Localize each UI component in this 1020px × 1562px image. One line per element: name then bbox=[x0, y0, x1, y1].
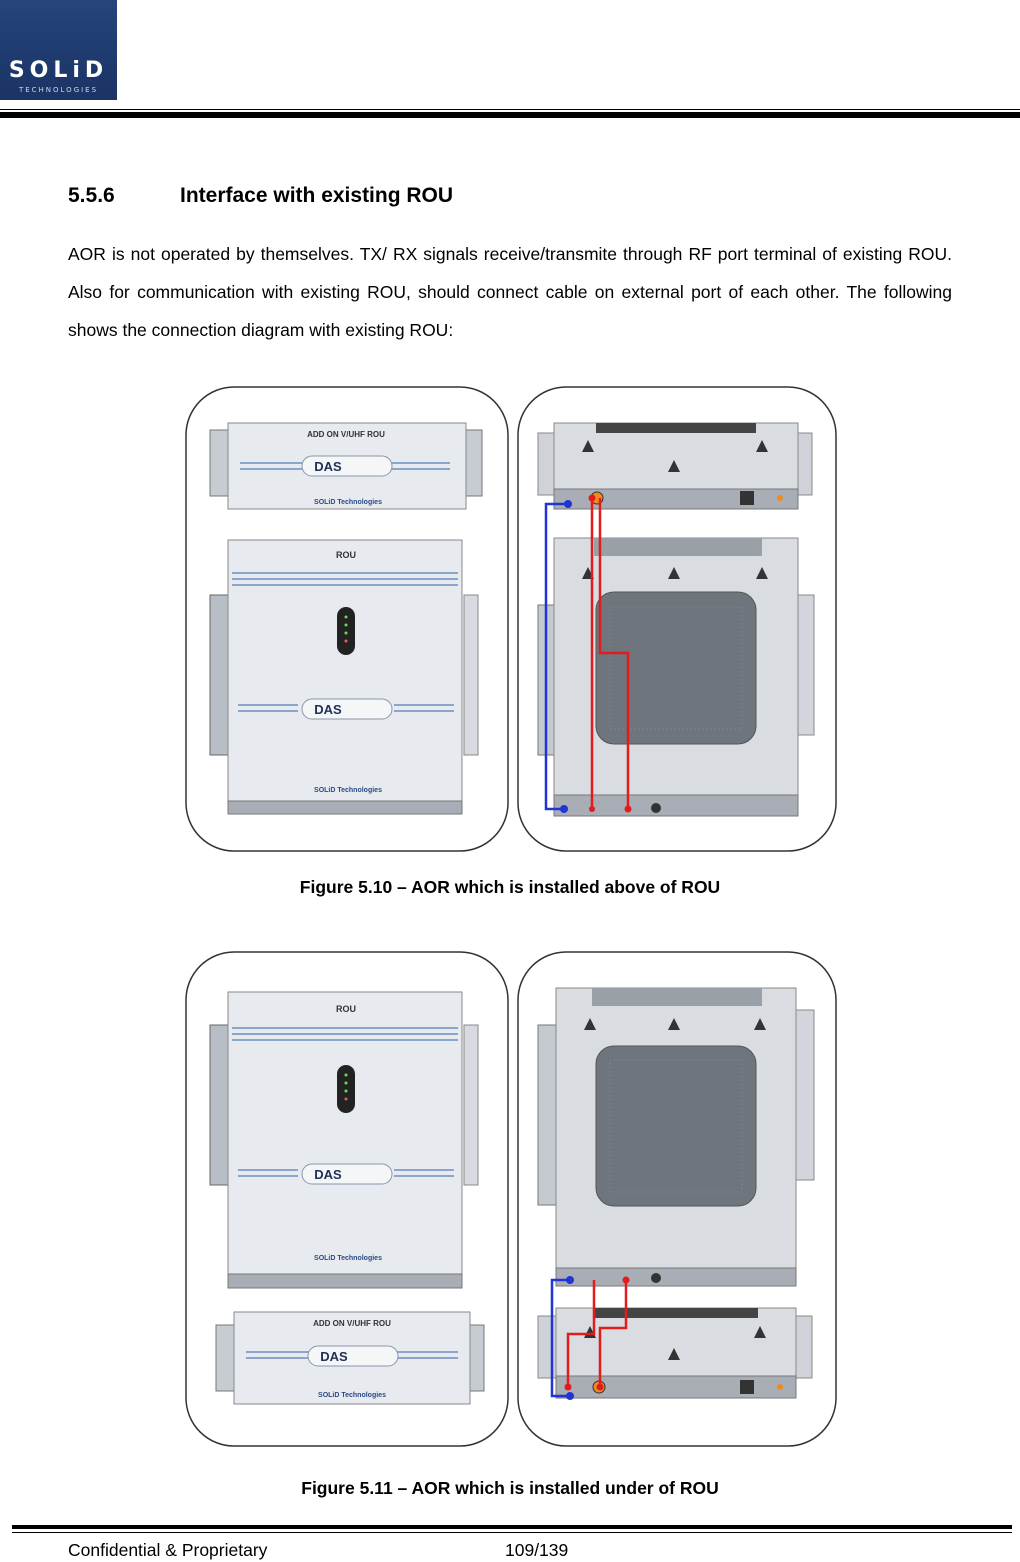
aor-label: ADD ON V/UHF ROU bbox=[313, 1319, 391, 1328]
aor-label: ADD ON V/UHF ROU bbox=[307, 430, 385, 439]
das-logo-text: DAS bbox=[314, 702, 342, 717]
logo-subtext: TECHNOLOGIES bbox=[18, 86, 99, 94]
das-logo-text: DAS bbox=[314, 1167, 342, 1182]
figure-caption: Figure 5.10 – AOR which is installed above of ROU bbox=[299, 877, 721, 897]
brand-label: SOLiD Technologies bbox=[314, 499, 382, 506]
aor-rear-unit bbox=[538, 423, 812, 509]
company-logo bbox=[0, 0, 117, 100]
footer-confidential: Confidential & Proprietary bbox=[68, 1540, 268, 1560]
page-number: 109/139 bbox=[505, 1540, 569, 1560]
rou-label: ROU bbox=[336, 1004, 356, 1014]
brand-label: SOLiD Technologies bbox=[314, 787, 382, 794]
figure-aor-above-rou bbox=[180, 385, 840, 855]
heatsink bbox=[596, 592, 756, 744]
header-rule bbox=[0, 109, 1020, 110]
rou-rear-unit bbox=[538, 988, 814, 1286]
das-logo-text: DAS bbox=[320, 1349, 348, 1364]
brand-label: SOLiD Technologies bbox=[318, 1392, 386, 1399]
footer-rule bbox=[12, 1532, 1012, 1533]
logo-text: SOLiD bbox=[8, 58, 109, 83]
rou-rear-unit bbox=[538, 538, 814, 816]
das-logo-text: DAS bbox=[314, 459, 342, 474]
heatsink bbox=[596, 1046, 756, 1206]
brand-label: SOLiD Technologies bbox=[314, 1255, 382, 1262]
header-rule-thick bbox=[0, 112, 1020, 118]
aor-front-unit bbox=[216, 1312, 484, 1404]
section-title: Interface with existing ROU bbox=[180, 184, 454, 207]
figure-aor-under-rou bbox=[180, 950, 840, 1450]
section-body: AOR is not operated by themselves. TX/ RX signals receive/transmite through RF port terminal of existing ROU. Also for communication with existing ROU, should connect cable on external port of each other. The following shows the connection diagram with existing ROU: bbox=[68, 244, 952, 340]
aor-front-unit bbox=[210, 423, 482, 509]
status-led-panel bbox=[337, 1065, 355, 1113]
rou-front-unit bbox=[210, 992, 478, 1288]
rou-front-unit bbox=[210, 540, 478, 814]
rou-label: ROU bbox=[336, 550, 356, 560]
figure-caption: Figure 5.11 – AOR which is installed under of ROU bbox=[301, 1478, 719, 1498]
section-number: 5.5.6 bbox=[68, 184, 115, 207]
status-led-panel bbox=[337, 607, 355, 655]
footer-rule-thick bbox=[12, 1525, 1012, 1529]
aor-rear-unit bbox=[538, 1308, 812, 1398]
